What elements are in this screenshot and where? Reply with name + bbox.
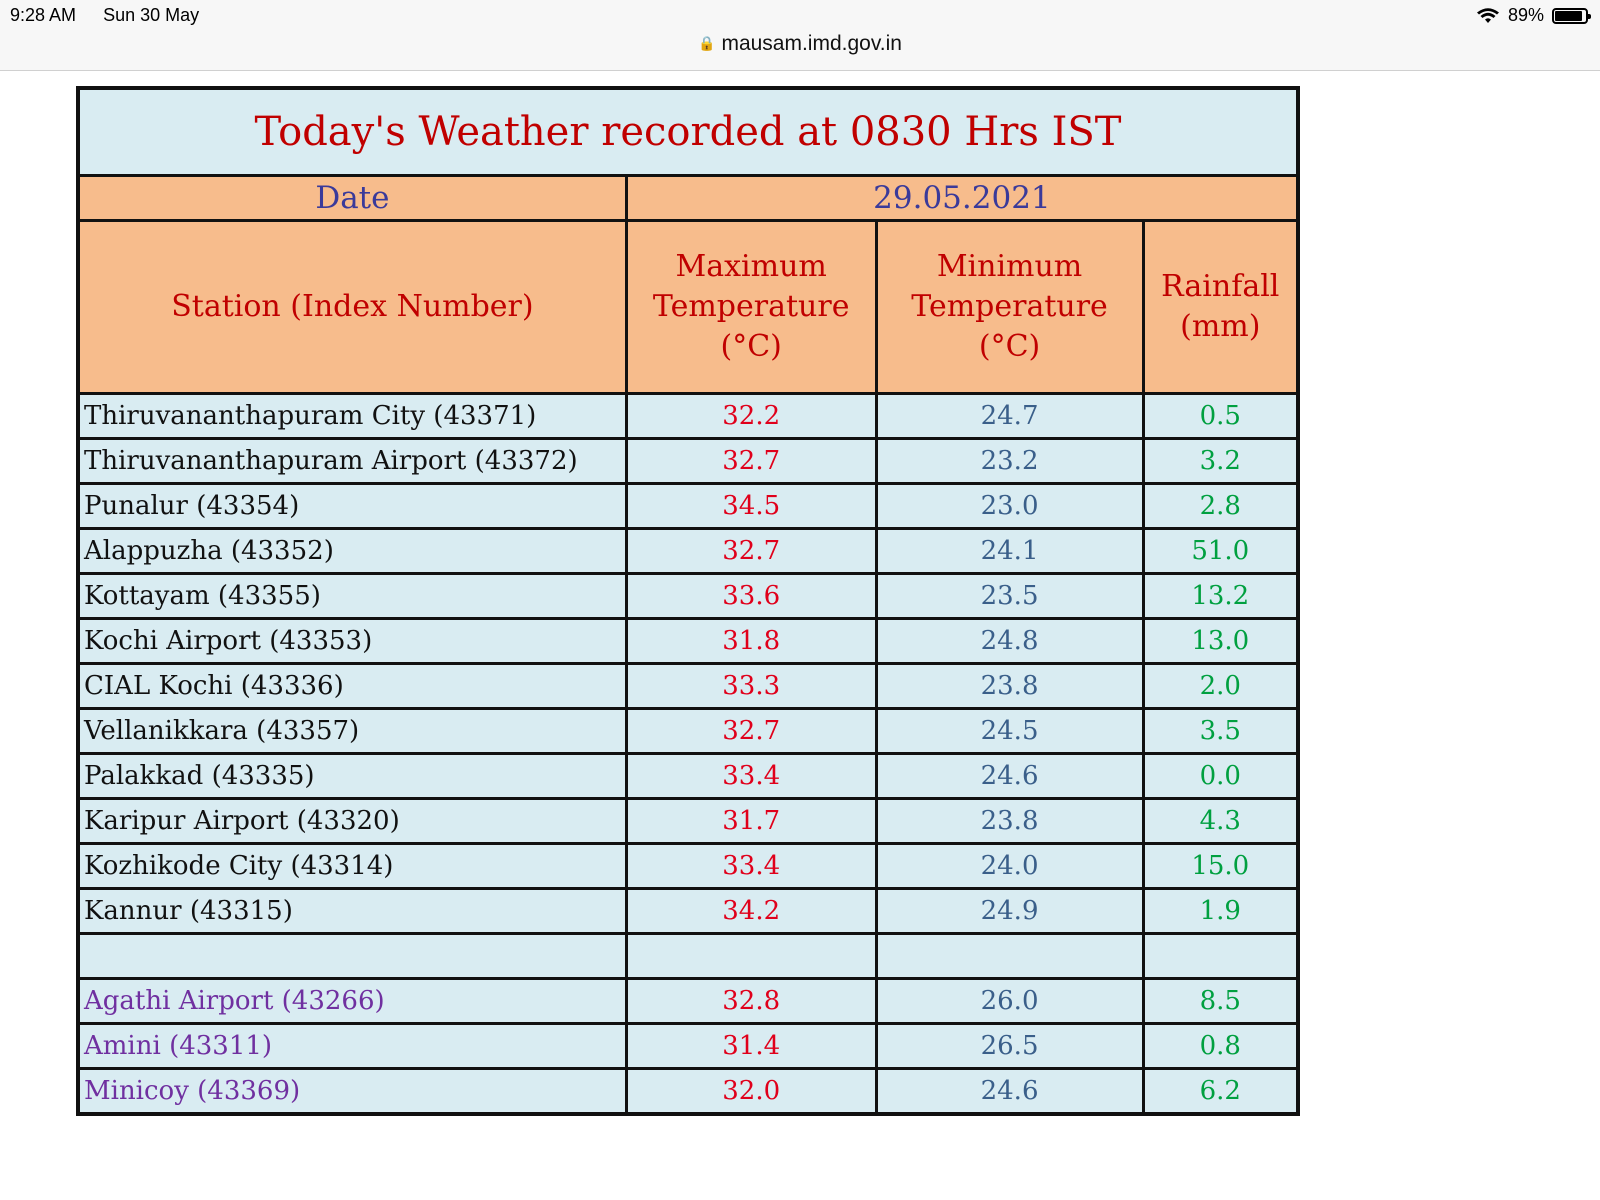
station-cell: Minicoy (43369) xyxy=(78,1069,626,1115)
lakshadweep-stations xyxy=(78,979,1298,1115)
min-temp-cell: 24.8 xyxy=(876,619,1143,664)
min-temp-cell: 23.8 xyxy=(876,664,1143,709)
station-cell: Karipur Airport (43320) xyxy=(78,799,626,844)
rainfall-cell: 51.0 xyxy=(1143,529,1298,574)
table-row xyxy=(78,664,1298,709)
battery-percent: 89% xyxy=(1507,5,1544,25)
rainfall-cell: 4.3 xyxy=(1143,799,1298,844)
max-temp-header: Maximum Temperature (°C) xyxy=(626,221,876,394)
station-header: Station (Index Number) xyxy=(78,221,626,394)
rainfall-cell: 15.0 xyxy=(1143,844,1298,889)
max-temp-cell: 34.2 xyxy=(626,889,876,934)
min-temp-cell: 24.0 xyxy=(876,844,1143,889)
min-temp-cell: 24.7 xyxy=(876,394,1143,439)
max-temp-cell: 32.0 xyxy=(626,1069,876,1115)
max-temp-cell: 33.6 xyxy=(626,574,876,619)
max-temp-cell: 32.7 xyxy=(626,709,876,754)
max-temp-cell: 33.4 xyxy=(626,754,876,799)
station-cell: Kochi Airport (43353) xyxy=(78,619,626,664)
table-row xyxy=(78,844,1298,889)
min-temp-cell: 24.5 xyxy=(876,709,1143,754)
kerala-stations xyxy=(78,394,1298,934)
max-temp-cell: 33.4 xyxy=(626,844,876,889)
max-temp-cell: 31.7 xyxy=(626,799,876,844)
station-cell: Agathi Airport (43266) xyxy=(78,979,626,1024)
min-temp-cell: 23.2 xyxy=(876,439,1143,484)
min-temp-cell: 23.5 xyxy=(876,574,1143,619)
table-row xyxy=(78,1069,1298,1115)
max-temp-cell: 32.2 xyxy=(626,394,876,439)
date-label: Date xyxy=(78,176,626,221)
table-row xyxy=(78,484,1298,529)
weather-table xyxy=(76,86,1300,1116)
rainfall-cell: 2.0 xyxy=(1143,664,1298,709)
rainfall-cell: 13.2 xyxy=(1143,574,1298,619)
battery-icon xyxy=(1552,8,1588,24)
station-cell: Punalur (43354) xyxy=(78,484,626,529)
min-temp-cell: 24.6 xyxy=(876,1069,1143,1115)
status-date: Sun 30 May xyxy=(103,5,200,25)
rainfall-cell: 3.2 xyxy=(1143,439,1298,484)
station-cell: Kozhikode City (43314) xyxy=(78,844,626,889)
rainfall-cell: 8.5 xyxy=(1143,979,1298,1024)
min-temp-cell: 26.5 xyxy=(876,1024,1143,1069)
table-row xyxy=(78,439,1298,484)
station-cell: Kannur (43315) xyxy=(78,889,626,934)
station-cell: Amini (43311) xyxy=(78,1024,626,1069)
rainfall-cell: 0.0 xyxy=(1143,754,1298,799)
date-row xyxy=(78,176,1298,221)
table-row xyxy=(78,574,1298,619)
min-temp-cell: 24.9 xyxy=(876,889,1143,934)
status-time: 9:28 AM xyxy=(10,5,77,25)
station-cell: Palakkad (43335) xyxy=(78,754,626,799)
min-temp-cell: 26.0 xyxy=(876,979,1143,1024)
table-row xyxy=(78,799,1298,844)
wifi-icon xyxy=(1476,7,1500,25)
max-temp-cell: 32.7 xyxy=(626,529,876,574)
rainfall-cell: 2.8 xyxy=(1143,484,1298,529)
status-left xyxy=(10,5,221,26)
table-row xyxy=(78,529,1298,574)
min-temp-cell: 24.6 xyxy=(876,754,1143,799)
max-temp-cell: 31.8 xyxy=(626,619,876,664)
min-temp-header: Minimum Temperature (°C) xyxy=(876,221,1143,394)
battery-level xyxy=(1555,11,1582,21)
table-title: Today's Weather recorded at 0830 Hrs IST xyxy=(78,88,1298,176)
rainfall-cell: 3.5 xyxy=(1143,709,1298,754)
rainfall-cell: 6.2 xyxy=(1143,1069,1298,1115)
lock-icon: 🔒 xyxy=(698,35,716,51)
station-cell: Vellanikkara (43357) xyxy=(78,709,626,754)
station-cell: CIAL Kochi (43336) xyxy=(78,664,626,709)
table-row xyxy=(78,889,1298,934)
min-temp-cell: 24.1 xyxy=(876,529,1143,574)
station-cell: Thiruvananthapuram Airport (43372) xyxy=(78,439,626,484)
station-cell: Thiruvananthapuram City (43371) xyxy=(78,394,626,439)
header-row xyxy=(78,221,1298,394)
table-row xyxy=(78,709,1298,754)
spacer-row xyxy=(78,934,1298,979)
table-row xyxy=(78,394,1298,439)
title-row xyxy=(78,88,1298,176)
url-text: mausam.imd.gov.in xyxy=(721,32,902,55)
min-temp-cell: 23.8 xyxy=(876,799,1143,844)
max-temp-cell: 31.4 xyxy=(626,1024,876,1069)
station-cell: Kottayam (43355) xyxy=(78,574,626,619)
station-cell: Alappuzha (43352) xyxy=(78,529,626,574)
max-temp-cell: 33.3 xyxy=(626,664,876,709)
rainfall-cell: 0.8 xyxy=(1143,1024,1298,1069)
table-row xyxy=(78,619,1298,664)
rainfall-cell: 0.5 xyxy=(1143,394,1298,439)
rainfall-header: Rainfall (mm) xyxy=(1143,221,1298,394)
table-row xyxy=(78,754,1298,799)
ios-status-bar xyxy=(0,0,1600,71)
rainfall-cell: 1.9 xyxy=(1143,889,1298,934)
min-temp-cell: 23.0 xyxy=(876,484,1143,529)
rainfall-cell: 13.0 xyxy=(1143,619,1298,664)
table-row xyxy=(78,1024,1298,1069)
status-right xyxy=(1476,5,1588,26)
max-temp-cell: 32.7 xyxy=(626,439,876,484)
table-row xyxy=(78,979,1298,1024)
date-value: 29.05.2021 xyxy=(626,176,1298,221)
max-temp-cell: 32.8 xyxy=(626,979,876,1024)
max-temp-cell: 34.5 xyxy=(626,484,876,529)
address-bar[interactable] xyxy=(0,32,1600,56)
